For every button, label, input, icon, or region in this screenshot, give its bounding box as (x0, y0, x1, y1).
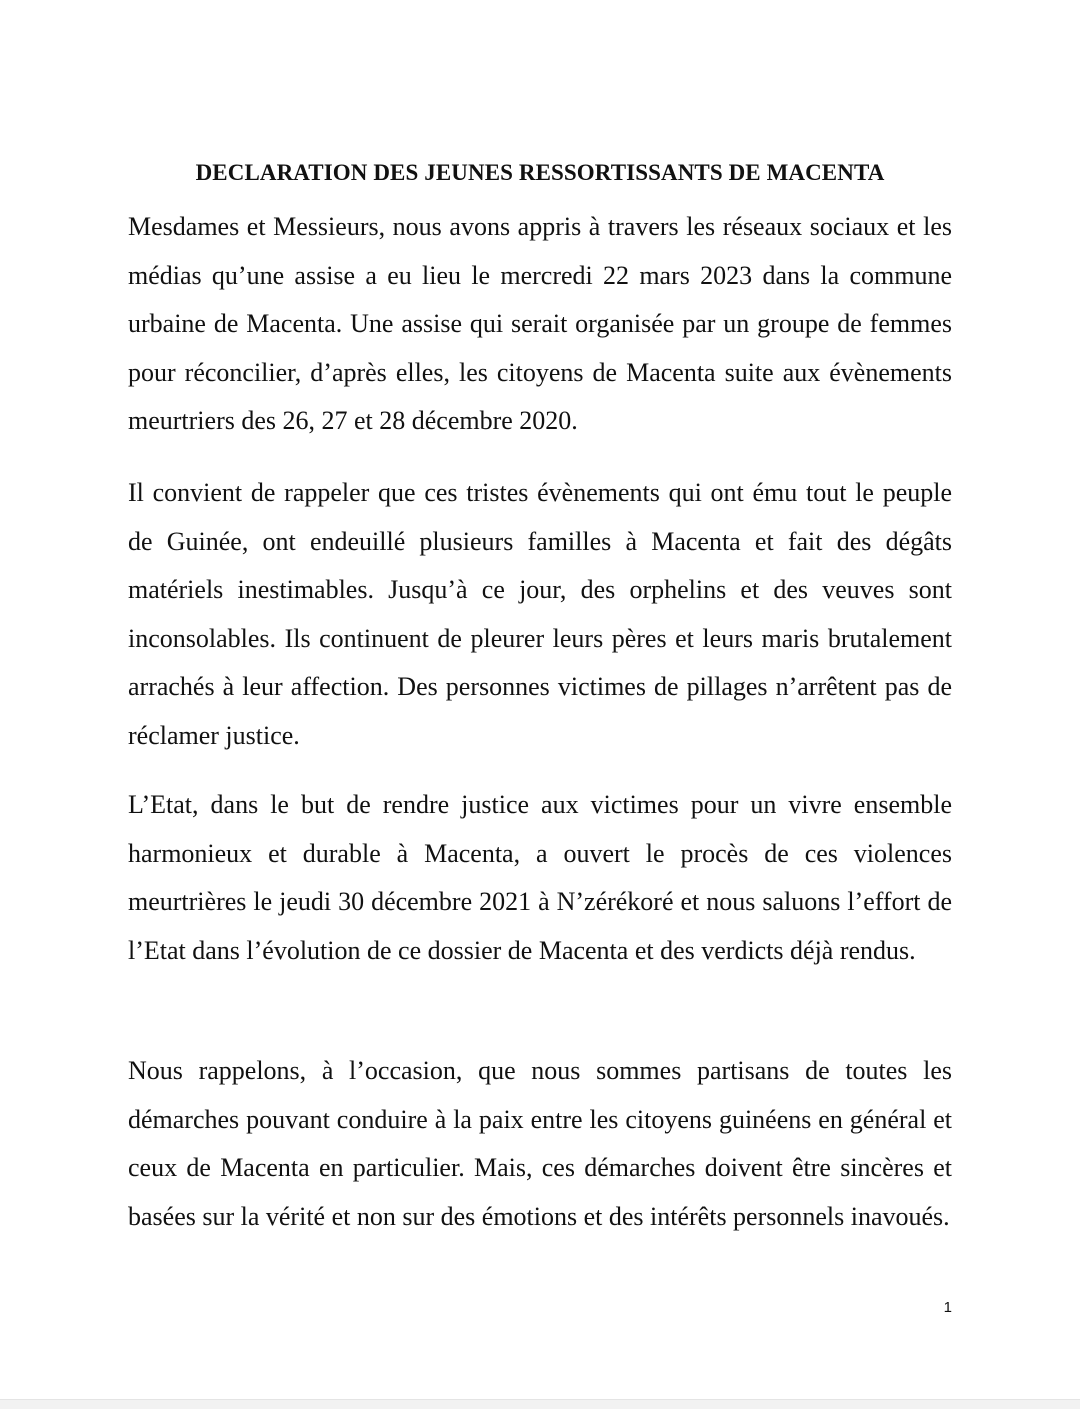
page-number: 1 (943, 1299, 952, 1316)
document-title: DECLARATION DES JEUNES RESSORTISSANTS DE MACENTA (195, 160, 885, 185)
paragraph-3: L’Etat, dans le but de rendre justice aux victimes pour un vivre ensemble harmonieux et durable à Macenta, a ouvert le procès de ces violences meurtrières le jeudi 30 décembre 2021 à N’zérékoré et nous saluons l’effort de l’Etat dans l’évolution de ce dossier de Macenta et des verdicts déjà rendus. (128, 790, 952, 965)
paragraph-1: Mesdames et Messieurs, nous avons appris à travers les réseaux sociaux et les médias qu’une assise a eu lieu le mercredi 22 mars 2023 dans la commune urbaine de Macenta. Une assise qui serait organisée par un groupe de femmes pour réconcilier, d’après elles, les citoyens de Macenta suite aux évènements meurtriers des 26, 27 et 28 décembre 2020. (128, 212, 952, 436)
paragraph-2: Il convient de rappeler que ces tristes évènements qui ont ému tout le peuple de Guinée, ont endeuillé plusieurs familles à Macenta et fait des dégâts matériels inestimables. Jusqu’à ce jour, des orphelins et des veuves sont inconsolables. Ils continuent de pleurer leurs pères et leurs maris brutalement arrachés à leur affection. Des personnes victimes de pillages n’arrêtent pas de réclamer justice. (128, 478, 952, 750)
paragraph-4: Nous rappelons, à l’occasion, que nous sommes partisans de toutes les démarches pouvant conduire à la paix entre les citoyens guinéens en général et ceux de Macenta en particulier. Mais, ces démarches doivent être sincères et basées sur la vérité et non sur des émotions et des intérêts personnels inavoués. (128, 1056, 952, 1231)
